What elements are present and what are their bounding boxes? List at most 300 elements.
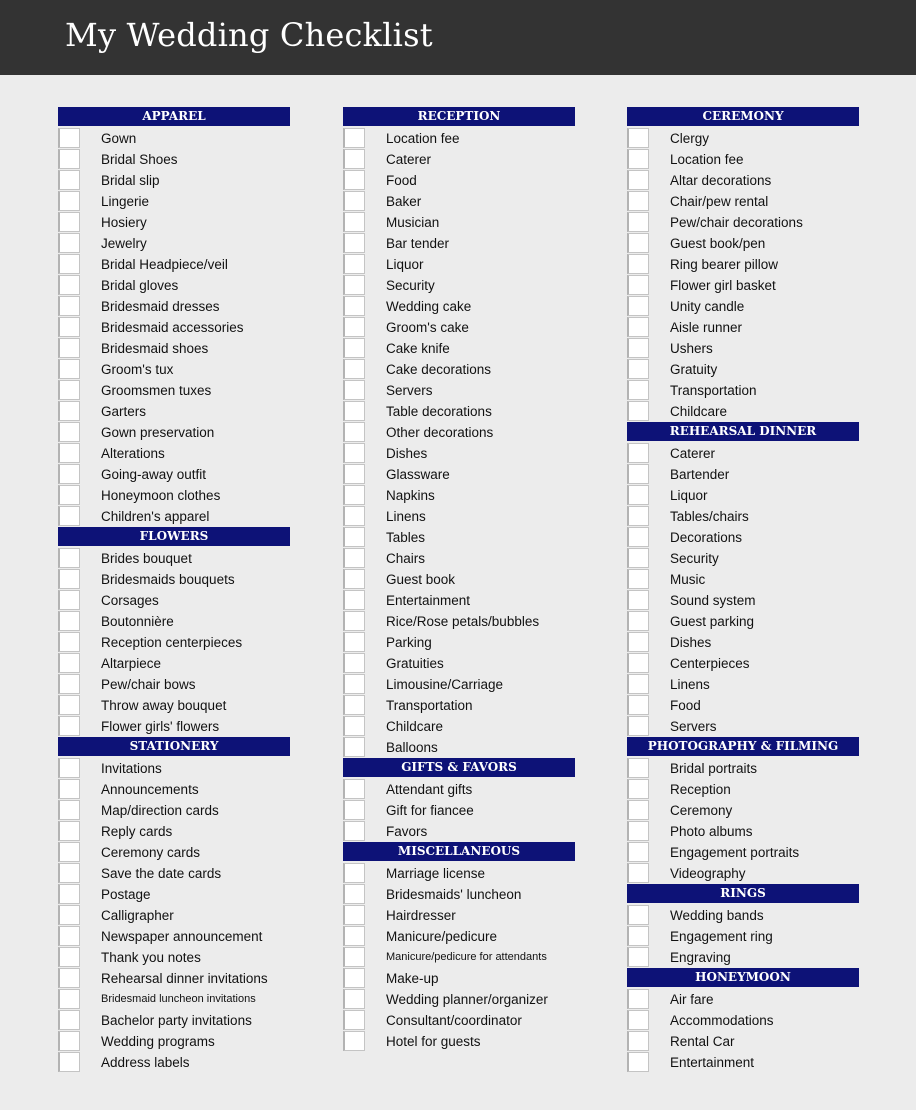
checkbox[interactable] xyxy=(627,863,649,883)
checklist-item xyxy=(343,296,575,317)
checkbox[interactable] xyxy=(627,842,649,862)
checklist-item xyxy=(343,443,575,464)
checkbox[interactable] xyxy=(627,611,649,631)
checkbox[interactable] xyxy=(58,464,80,484)
checkbox[interactable] xyxy=(343,422,365,442)
section-header: GIFTS & FAVORS xyxy=(343,758,575,777)
checklist-item xyxy=(58,464,290,485)
checklist-item-label: Accommodations xyxy=(670,1013,774,1028)
checklist-item-label: Groomsmen tuxes xyxy=(101,383,212,398)
checkbox[interactable] xyxy=(627,674,649,694)
checklist-item xyxy=(343,947,575,968)
checklist-item xyxy=(343,128,575,149)
checklist-item-label: Chair/pew rental xyxy=(670,194,769,209)
checkbox[interactable] xyxy=(627,149,649,169)
checklist-item-label: Gift for fiancee xyxy=(386,803,474,818)
checklist-item xyxy=(627,758,859,779)
checkbox[interactable] xyxy=(343,737,365,757)
checklist-item-label: Entertainment xyxy=(670,1055,755,1070)
checklist-item xyxy=(343,905,575,926)
checklist-item xyxy=(627,632,859,653)
checklist-item xyxy=(627,1010,859,1031)
checklist-item xyxy=(627,590,859,611)
checklist-item-label: Other decorations xyxy=(386,425,494,440)
checklist-item xyxy=(58,968,290,989)
checklist-item xyxy=(343,611,575,632)
checkbox[interactable] xyxy=(58,695,80,715)
checkbox[interactable] xyxy=(58,632,80,652)
section-gifts-favors xyxy=(343,758,575,842)
checklist-item xyxy=(343,149,575,170)
checklist-item-label: Photo albums xyxy=(670,824,753,839)
checklist-item xyxy=(58,422,290,443)
checkbox[interactable] xyxy=(627,317,649,337)
checklist-item xyxy=(627,464,859,485)
checkbox[interactable] xyxy=(343,380,365,400)
checklist-column-3 xyxy=(627,107,859,1073)
checkbox[interactable] xyxy=(627,443,649,463)
checkbox[interactable] xyxy=(58,359,80,379)
checklist-item xyxy=(343,527,575,548)
checkbox[interactable] xyxy=(58,569,80,589)
checklist-item xyxy=(58,401,290,422)
checkbox[interactable] xyxy=(58,716,80,736)
checklist-item-label: Bridal Headpiece/veil xyxy=(101,257,228,272)
checklist-item xyxy=(627,212,859,233)
checkbox[interactable] xyxy=(627,548,649,568)
checkbox[interactable] xyxy=(58,296,80,316)
checklist-item xyxy=(58,1052,290,1073)
checklist-item-label: Gratuities xyxy=(386,656,444,671)
checkbox[interactable] xyxy=(627,569,649,589)
checklist-item xyxy=(343,632,575,653)
checklist-item-label: Unity candle xyxy=(670,299,745,314)
checklist-item xyxy=(627,842,859,863)
checklist-item xyxy=(343,212,575,233)
checklist-item xyxy=(627,695,859,716)
checkbox[interactable] xyxy=(627,590,649,610)
checkbox[interactable] xyxy=(627,1031,649,1051)
checkbox[interactable] xyxy=(627,128,649,148)
checklist-item-label: Hotel for guests xyxy=(386,1034,481,1049)
section-header: RINGS xyxy=(627,884,859,903)
checkbox[interactable] xyxy=(343,716,365,736)
checklist-item xyxy=(343,800,575,821)
checkbox[interactable] xyxy=(343,191,365,211)
checklist-item xyxy=(343,695,575,716)
checklist-item-label: Limousine/Carriage xyxy=(386,677,504,692)
checklist-item-label: Postage xyxy=(101,887,151,902)
checkbox[interactable] xyxy=(343,947,365,967)
checklist-item-label: Food xyxy=(670,698,701,713)
checkbox[interactable] xyxy=(58,968,80,988)
checklist-item xyxy=(58,338,290,359)
checkbox[interactable] xyxy=(58,590,80,610)
checklist-item-label: Address labels xyxy=(101,1055,190,1070)
checkbox[interactable] xyxy=(627,380,649,400)
checkbox[interactable] xyxy=(627,716,649,736)
checkbox[interactable] xyxy=(58,863,80,883)
checklist-item xyxy=(58,905,290,926)
checklist-item-label: Caterer xyxy=(386,152,432,167)
checklist-item-label: Guest book/pen xyxy=(670,236,766,251)
checkbox[interactable] xyxy=(58,170,80,190)
checklist-item xyxy=(627,989,859,1010)
checkbox[interactable] xyxy=(343,296,365,316)
checklist-item-label: Groom's tux xyxy=(101,362,174,377)
checklist-item-label: Ushers xyxy=(670,341,713,356)
checklist-item-label: Servers xyxy=(386,383,433,398)
checklist-item xyxy=(343,422,575,443)
checklist-item-label: Flower girls' flowers xyxy=(101,719,220,734)
checkbox[interactable] xyxy=(343,611,365,631)
checklist-item xyxy=(58,191,290,212)
checklist-item xyxy=(627,716,859,737)
checkbox[interactable] xyxy=(343,779,365,799)
checklist-item-label: Aisle runner xyxy=(670,320,743,335)
checklist-item-label: Going-away outfit xyxy=(101,467,207,482)
checkbox[interactable] xyxy=(58,191,80,211)
checkbox[interactable] xyxy=(343,674,365,694)
checklist-item xyxy=(58,380,290,401)
checklist-item-label: Liquor xyxy=(386,257,424,272)
checkbox[interactable] xyxy=(627,926,649,946)
checklist-item xyxy=(343,1031,575,1052)
checkbox[interactable] xyxy=(627,464,649,484)
checklist-item xyxy=(627,128,859,149)
checkbox[interactable] xyxy=(627,359,649,379)
checkbox[interactable] xyxy=(343,569,365,589)
section-miscellaneous xyxy=(343,842,575,1052)
checkbox[interactable] xyxy=(627,527,649,547)
checklist-item xyxy=(343,716,575,737)
checklist-item xyxy=(343,170,575,191)
checklist-item-label: Pew/chair decorations xyxy=(670,215,803,230)
checkbox[interactable] xyxy=(343,695,365,715)
checkbox[interactable] xyxy=(627,212,649,232)
checklist-item-label: Reception xyxy=(670,782,731,797)
checkbox[interactable] xyxy=(343,653,365,673)
checklist-item xyxy=(343,653,575,674)
checklist-item-label: Balloons xyxy=(386,740,438,755)
checklist-item xyxy=(343,989,575,1010)
checkbox[interactable] xyxy=(343,149,365,169)
checkbox[interactable] xyxy=(58,905,80,925)
checklist-item-label: Reply cards xyxy=(101,824,173,839)
checklist-item xyxy=(627,317,859,338)
checklist-item xyxy=(58,548,290,569)
checkbox[interactable] xyxy=(343,989,365,1009)
checkbox[interactable] xyxy=(343,590,365,610)
checklist-item-label: Bartender xyxy=(670,467,730,482)
checklist-item xyxy=(627,947,859,968)
checklist-item xyxy=(627,800,859,821)
checkbox[interactable] xyxy=(627,947,649,967)
checkbox[interactable] xyxy=(58,338,80,358)
checklist-item-label: Servers xyxy=(670,719,717,734)
checklist-item xyxy=(58,590,290,611)
checkbox[interactable] xyxy=(343,905,365,925)
checklist-item-label: Flower girl basket xyxy=(670,278,776,293)
checklist-item-label: Reception centerpieces xyxy=(101,635,243,650)
checkbox[interactable] xyxy=(58,443,80,463)
checkbox[interactable] xyxy=(58,128,80,148)
checkbox[interactable] xyxy=(58,317,80,337)
checkbox[interactable] xyxy=(58,380,80,400)
checkbox[interactable] xyxy=(627,1052,649,1072)
checkbox[interactable] xyxy=(627,653,649,673)
checklist-item-label: Bridesmaid shoes xyxy=(101,341,209,356)
checklist-item-label: Caterer xyxy=(670,446,716,461)
checklist-item-label: Map/direction cards xyxy=(101,803,219,818)
checklist-item xyxy=(343,779,575,800)
checkbox[interactable] xyxy=(58,611,80,631)
checkbox[interactable] xyxy=(58,506,80,526)
checklist-item-label: Newspaper announcement xyxy=(101,929,263,944)
checklist-item-label: Wedding programs xyxy=(101,1034,215,1049)
checkbox[interactable] xyxy=(627,989,649,1009)
checkbox[interactable] xyxy=(343,548,365,568)
checklist-item xyxy=(343,926,575,947)
checklist-item xyxy=(627,674,859,695)
section-header: STATIONERY xyxy=(58,737,290,756)
checkbox[interactable] xyxy=(58,1031,80,1051)
checklist-item xyxy=(627,653,859,674)
checkbox[interactable] xyxy=(627,233,649,253)
checkbox[interactable] xyxy=(627,779,649,799)
checkbox[interactable] xyxy=(627,170,649,190)
checklist-item-label: Table decorations xyxy=(386,404,492,419)
section-header: RECEPTION xyxy=(343,107,575,126)
checklist-item-label: Bridal gloves xyxy=(101,278,179,293)
checkbox[interactable] xyxy=(58,1052,80,1072)
checkbox[interactable] xyxy=(627,905,649,925)
checkbox[interactable] xyxy=(58,653,80,673)
checklist-item xyxy=(627,233,859,254)
checkbox[interactable] xyxy=(343,485,365,505)
checkbox[interactable] xyxy=(58,254,80,274)
checklist-item xyxy=(58,611,290,632)
checkbox[interactable] xyxy=(627,506,649,526)
checklist-item xyxy=(58,149,290,170)
checkbox[interactable] xyxy=(58,989,80,1009)
checklist-item xyxy=(58,800,290,821)
checklist-item xyxy=(627,296,859,317)
checkbox[interactable] xyxy=(58,800,80,820)
checkbox[interactable] xyxy=(627,1010,649,1030)
checklist-item xyxy=(58,275,290,296)
checkbox[interactable] xyxy=(627,821,649,841)
checkbox[interactable] xyxy=(627,485,649,505)
checkbox[interactable] xyxy=(343,863,365,883)
section-stationery xyxy=(58,737,290,1073)
checkbox[interactable] xyxy=(58,758,80,778)
section-header: FLOWERS xyxy=(58,527,290,546)
checklist-item-label: Manicure/pedicure xyxy=(386,929,498,944)
checkbox[interactable] xyxy=(58,947,80,967)
checkbox[interactable] xyxy=(343,464,365,484)
checklist-item-label: Linens xyxy=(386,509,426,524)
checklist-item-label: Altarpiece xyxy=(101,656,162,671)
checklist-item xyxy=(627,779,859,800)
checklist-item xyxy=(343,674,575,695)
checklist-item-label: Cake decorations xyxy=(386,362,492,377)
checklist-item xyxy=(627,338,859,359)
checkbox[interactable] xyxy=(58,926,80,946)
checkbox[interactable] xyxy=(58,401,80,421)
checkbox[interactable] xyxy=(58,821,80,841)
checkbox[interactable] xyxy=(343,212,365,232)
checkbox[interactable] xyxy=(627,296,649,316)
checkbox[interactable] xyxy=(343,170,365,190)
checklist-item xyxy=(627,905,859,926)
checklist-item-label: Engagement portraits xyxy=(670,845,800,860)
checklist-item-label: Favors xyxy=(386,824,428,839)
checklist-item-label: Throw away bouquet xyxy=(101,698,227,713)
section-apparel xyxy=(58,107,290,527)
checklist-item-label: Gown xyxy=(101,131,137,146)
checkbox[interactable] xyxy=(627,632,649,652)
checklist-item xyxy=(343,191,575,212)
checkbox[interactable] xyxy=(58,422,80,442)
checklist-item xyxy=(627,254,859,275)
checklist-item xyxy=(58,485,290,506)
section-photography-filming xyxy=(627,737,859,884)
checklist-item-label: Security xyxy=(670,551,719,566)
checklist-item xyxy=(58,653,290,674)
checkbox[interactable] xyxy=(343,233,365,253)
checklist-item xyxy=(58,170,290,191)
checklist-item-label: Dishes xyxy=(386,446,428,461)
checkbox[interactable] xyxy=(343,1010,365,1030)
checkbox[interactable] xyxy=(58,149,80,169)
checklist-item-label: Save the date cards xyxy=(101,866,222,881)
checklist-item-label: Napkins xyxy=(386,488,435,503)
checklist-item xyxy=(58,212,290,233)
checklist-item-label: Wedding cake xyxy=(386,299,472,314)
checklist-item-label: Decorations xyxy=(670,530,743,545)
checkbox[interactable] xyxy=(343,968,365,988)
checkbox[interactable] xyxy=(343,926,365,946)
checkbox[interactable] xyxy=(627,275,649,295)
checkbox[interactable] xyxy=(343,401,365,421)
checklist-item-label: Groom's cake xyxy=(386,320,469,335)
checkbox[interactable] xyxy=(343,632,365,652)
checkbox[interactable] xyxy=(343,359,365,379)
checklist-item-label: Childcare xyxy=(386,719,444,734)
checkbox[interactable] xyxy=(627,695,649,715)
checkbox[interactable] xyxy=(343,1031,365,1051)
checklist-item xyxy=(627,926,859,947)
checklist-item-label: Calligrapher xyxy=(101,908,174,923)
checkbox[interactable] xyxy=(58,674,80,694)
checklist-item-label: Bridesmaid dresses xyxy=(101,299,220,314)
checklist-item-label: Marriage license xyxy=(386,866,486,881)
checkbox[interactable] xyxy=(58,233,80,253)
checkbox[interactable] xyxy=(627,758,649,778)
checkbox[interactable] xyxy=(343,506,365,526)
checkbox[interactable] xyxy=(343,821,365,841)
checklist-item xyxy=(343,401,575,422)
checklist-item xyxy=(627,821,859,842)
checkbox[interactable] xyxy=(343,254,365,274)
checklist-item-label: Baker xyxy=(386,194,422,209)
checklist-item xyxy=(343,821,575,842)
checkbox[interactable] xyxy=(343,800,365,820)
checkbox[interactable] xyxy=(58,884,80,904)
checklist-item xyxy=(58,779,290,800)
checklist-item-label: Parking xyxy=(386,635,432,650)
checkbox[interactable] xyxy=(343,128,365,148)
checkbox[interactable] xyxy=(58,779,80,799)
checklist-item-label: Videography xyxy=(670,866,746,881)
checklist-item-label: Clergy xyxy=(670,131,710,146)
checklist-item-label: Chairs xyxy=(386,551,426,566)
checklist-item xyxy=(58,674,290,695)
checkbox[interactable] xyxy=(343,443,365,463)
checklist-item xyxy=(627,149,859,170)
checkbox[interactable] xyxy=(627,191,649,211)
checkbox[interactable] xyxy=(58,1010,80,1030)
checklist-item xyxy=(343,317,575,338)
checklist-item xyxy=(343,233,575,254)
checklist-item xyxy=(58,1031,290,1052)
checklist-item xyxy=(627,275,859,296)
checklist-item-label: Ring bearer pillow xyxy=(670,257,779,272)
checkbox[interactable] xyxy=(58,275,80,295)
checkbox[interactable] xyxy=(58,212,80,232)
checklist-item-label: Wedding bands xyxy=(670,908,764,923)
checkbox[interactable] xyxy=(343,317,365,337)
checklist-item xyxy=(343,506,575,527)
checkbox[interactable] xyxy=(627,800,649,820)
checklist-item-label: Children's apparel xyxy=(101,509,210,524)
checklist-item xyxy=(343,590,575,611)
checklist-item-label: Hosiery xyxy=(101,215,147,230)
checklist-item xyxy=(627,527,859,548)
checkbox[interactable] xyxy=(343,275,365,295)
checklist-item-label: Lingerie xyxy=(101,194,150,209)
checklist-item xyxy=(627,548,859,569)
checklist-item xyxy=(627,359,859,380)
checklist-item-label: Bridal portraits xyxy=(670,761,758,776)
checklist-item-label: Boutonnière xyxy=(101,614,174,629)
checkbox[interactable] xyxy=(343,338,365,358)
checklist-item-label: Jewelry xyxy=(101,236,147,251)
checklist-item-label: Wedding planner/organizer xyxy=(386,992,548,1007)
checklist-item xyxy=(627,863,859,884)
checkbox[interactable] xyxy=(58,842,80,862)
checklist-item xyxy=(343,737,575,758)
checklist-item-label: Transportation xyxy=(670,383,757,398)
checkbox[interactable] xyxy=(627,338,649,358)
checklist-item xyxy=(627,401,859,422)
checkbox[interactable] xyxy=(627,254,649,274)
checklist-item xyxy=(343,464,575,485)
checklist-item xyxy=(58,317,290,338)
checklist-item-label: Bridesmaid accessories xyxy=(101,320,244,335)
checkbox[interactable] xyxy=(58,485,80,505)
checklist-item-label: Bar tender xyxy=(386,236,450,251)
section-flowers xyxy=(58,527,290,737)
checkbox[interactable] xyxy=(343,884,365,904)
checkbox[interactable] xyxy=(58,548,80,568)
checkbox[interactable] xyxy=(627,401,649,421)
checklist-item-label: Entertainment xyxy=(386,593,471,608)
checkbox[interactable] xyxy=(343,527,365,547)
checklist-item-label: Bachelor party invitations xyxy=(101,1013,252,1028)
checklist-item-label: Attendant gifts xyxy=(386,782,473,797)
